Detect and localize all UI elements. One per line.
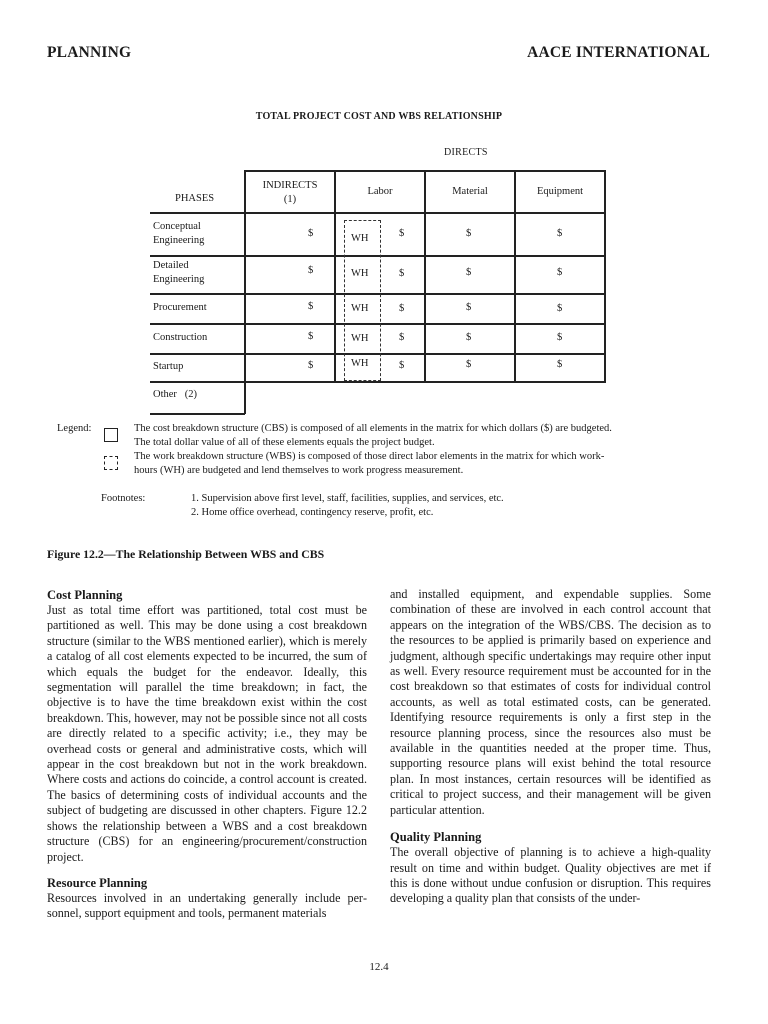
equipment-value: $ <box>557 332 563 343</box>
col-header-equipment: Equipment <box>536 186 584 197</box>
equipment-value: $ <box>557 267 563 278</box>
col-header-indirects-label: INDIRECTS <box>262 180 318 191</box>
legend-cbs-line2: The total dollar value of all of these elements equals the project budget. <box>134 437 435 448</box>
matrix-right-border <box>604 170 606 383</box>
indirects-value: $ <box>308 228 314 239</box>
matrix-col-border <box>424 170 426 382</box>
labor-value: $ <box>399 303 405 314</box>
col-header-indirects-note: (1) <box>283 194 297 205</box>
wbs-legend-dashed-box <box>104 456 118 470</box>
footnote-1: 1. Supervision above first level, staff, facilities, supplies, and services, etc. <box>191 493 504 504</box>
resource-planning-text-col2: and installed equipment, and expendable supplies. Some combination of these are involved in each control account that appears on the integration of the WBS/CBS. The decision as to the resources to be applied is primarily based on experience and judgment, although specific undertakings may require other input as well. Every resource requirement must be accounted for in the cost breakdown so that estimates of costs for individual control accounts, as well as total estimated costs, can be generated. Identifying resource requirements is only a first step in the resource planning process, since the resources also must be available in the quantities needed at the proper time. Thus, supporting resource plans will exist behind the total resource plan. In most instances, certain resources will be identified as critical to project success, and their management will be given particular attention. <box>390 587 711 817</box>
cbs-legend-solid-box <box>104 428 118 442</box>
material-value: $ <box>466 359 472 370</box>
indirects-value: $ <box>308 265 314 276</box>
indirects-value: $ <box>308 301 314 312</box>
phase-label: Construction <box>153 332 208 343</box>
quality-planning-heading: Quality Planning <box>390 830 482 845</box>
labor-value: $ <box>399 332 405 343</box>
figure-title: TOTAL PROJECT COST AND WBS RELATIONSHIP <box>255 111 503 122</box>
phase-label: Detailed Engineering <box>153 260 205 285</box>
running-header-right: AACE INTERNATIONAL <box>527 44 710 61</box>
quality-planning-text: The overall objective of planning is to achieve a high-quality result on time and within budget. Quality objectives are met if this is done without undue confusion or disruption. This requires developing a quality plan that consists of the under- <box>390 845 711 906</box>
footnote-2: 2. Home office overhead, contingency reserve, profit, etc. <box>191 507 434 518</box>
workhours-label: WH <box>351 268 369 279</box>
labor-value: $ <box>399 268 405 279</box>
phase-label: Startup <box>153 361 184 372</box>
equipment-value: $ <box>557 228 563 239</box>
legend-wbs-line1: The work breakdown structure (WBS) is composed of those direct labor elements in the matrix for which work- <box>134 451 605 462</box>
figure-caption: Figure 12.2—The Relationship Between WBS and CBS <box>47 547 325 561</box>
legend-cbs-line1: The cost breakdown structure (CBS) is composed of all elements in the matrix for which dollars ($) are budgeted. <box>134 423 612 434</box>
running-header-left: PLANNING <box>47 44 132 61</box>
material-value: $ <box>466 267 472 278</box>
cost-planning-heading: Cost Planning <box>47 588 123 602</box>
indirects-value: $ <box>308 331 314 342</box>
other-note: (2) <box>184 389 198 400</box>
material-value: $ <box>466 332 472 343</box>
legend-label: Legend: <box>57 423 92 434</box>
equipment-value: $ <box>557 303 563 314</box>
workhours-label: WH <box>351 303 369 314</box>
material-value: $ <box>466 302 472 313</box>
workhours-label: WH <box>351 333 369 344</box>
col-header-labor: Labor <box>367 186 393 197</box>
resource-planning-heading: Resource Planning <box>47 875 148 890</box>
workhours-label: WH <box>351 358 369 369</box>
body-left-column <box>47 587 367 922</box>
phase-label: Conceptual Engineering <box>153 221 205 246</box>
col-header-indirects <box>246 179 334 207</box>
col-header-phases: PHASES <box>175 193 215 204</box>
other-row-label <box>153 388 197 402</box>
col-header-material: Material <box>452 186 488 197</box>
page-number: 12.4 <box>369 961 389 973</box>
phase-label: Procurement <box>153 302 207 313</box>
matrix-bottom-border <box>150 381 606 383</box>
other-label: Other <box>153 389 177 400</box>
matrix-header-rule <box>150 212 606 214</box>
footnotes-text <box>191 492 691 520</box>
directs-label: DIRECTS <box>444 147 488 158</box>
material-value: $ <box>466 228 472 239</box>
body-right-column <box>390 587 711 907</box>
resource-planning-text-col1: Resources involved in an undertaking generally include personnel, support equipment and tools, permanent materials <box>47 890 367 921</box>
indirects-value: $ <box>308 360 314 371</box>
footnotes-label: Footnotes: <box>101 493 146 504</box>
labor-value: $ <box>399 360 405 371</box>
matrix-other-rule <box>150 413 245 415</box>
equipment-value: $ <box>557 359 563 370</box>
legend-wbs-line2: hours (WH) are budgeted and lend themselves to work progress measurement. <box>134 465 464 476</box>
cost-planning-text: Just as total time effort was partitioned, total cost must be partitioned as well. This may be done using a cost breakdown structure (similar to the WBS mentioned earlier), which is merely a catalog of all cost elements expected to be incurred, the sum of which equals the budget for the endeavor. Ideally, this segmentation will parallel the time breakdown; in fact, the objective is to have the time breakdown exist within the cost breakdown. This, however, may not be possible since not all costs are directly related to a specific activity; i.e., they may be overhead costs or general and administrative costs, which will appear in the cost breakdown but not in the work breakdown. Where costs and actions do coincide, a control account is created. The basics of determining costs of individual accounts and the subject of budgeting are discussed in other chapters. Figure 12.2 shows the relationship between a WBS and a cost breakdown structure (CBS) for an engineering/procurement/construction project. <box>47 603 367 864</box>
workhours-label: WH <box>351 233 369 244</box>
matrix-col-border <box>334 170 336 382</box>
matrix-col-border <box>514 170 516 382</box>
labor-value: $ <box>399 228 405 239</box>
legend-cbs-text <box>134 422 714 478</box>
